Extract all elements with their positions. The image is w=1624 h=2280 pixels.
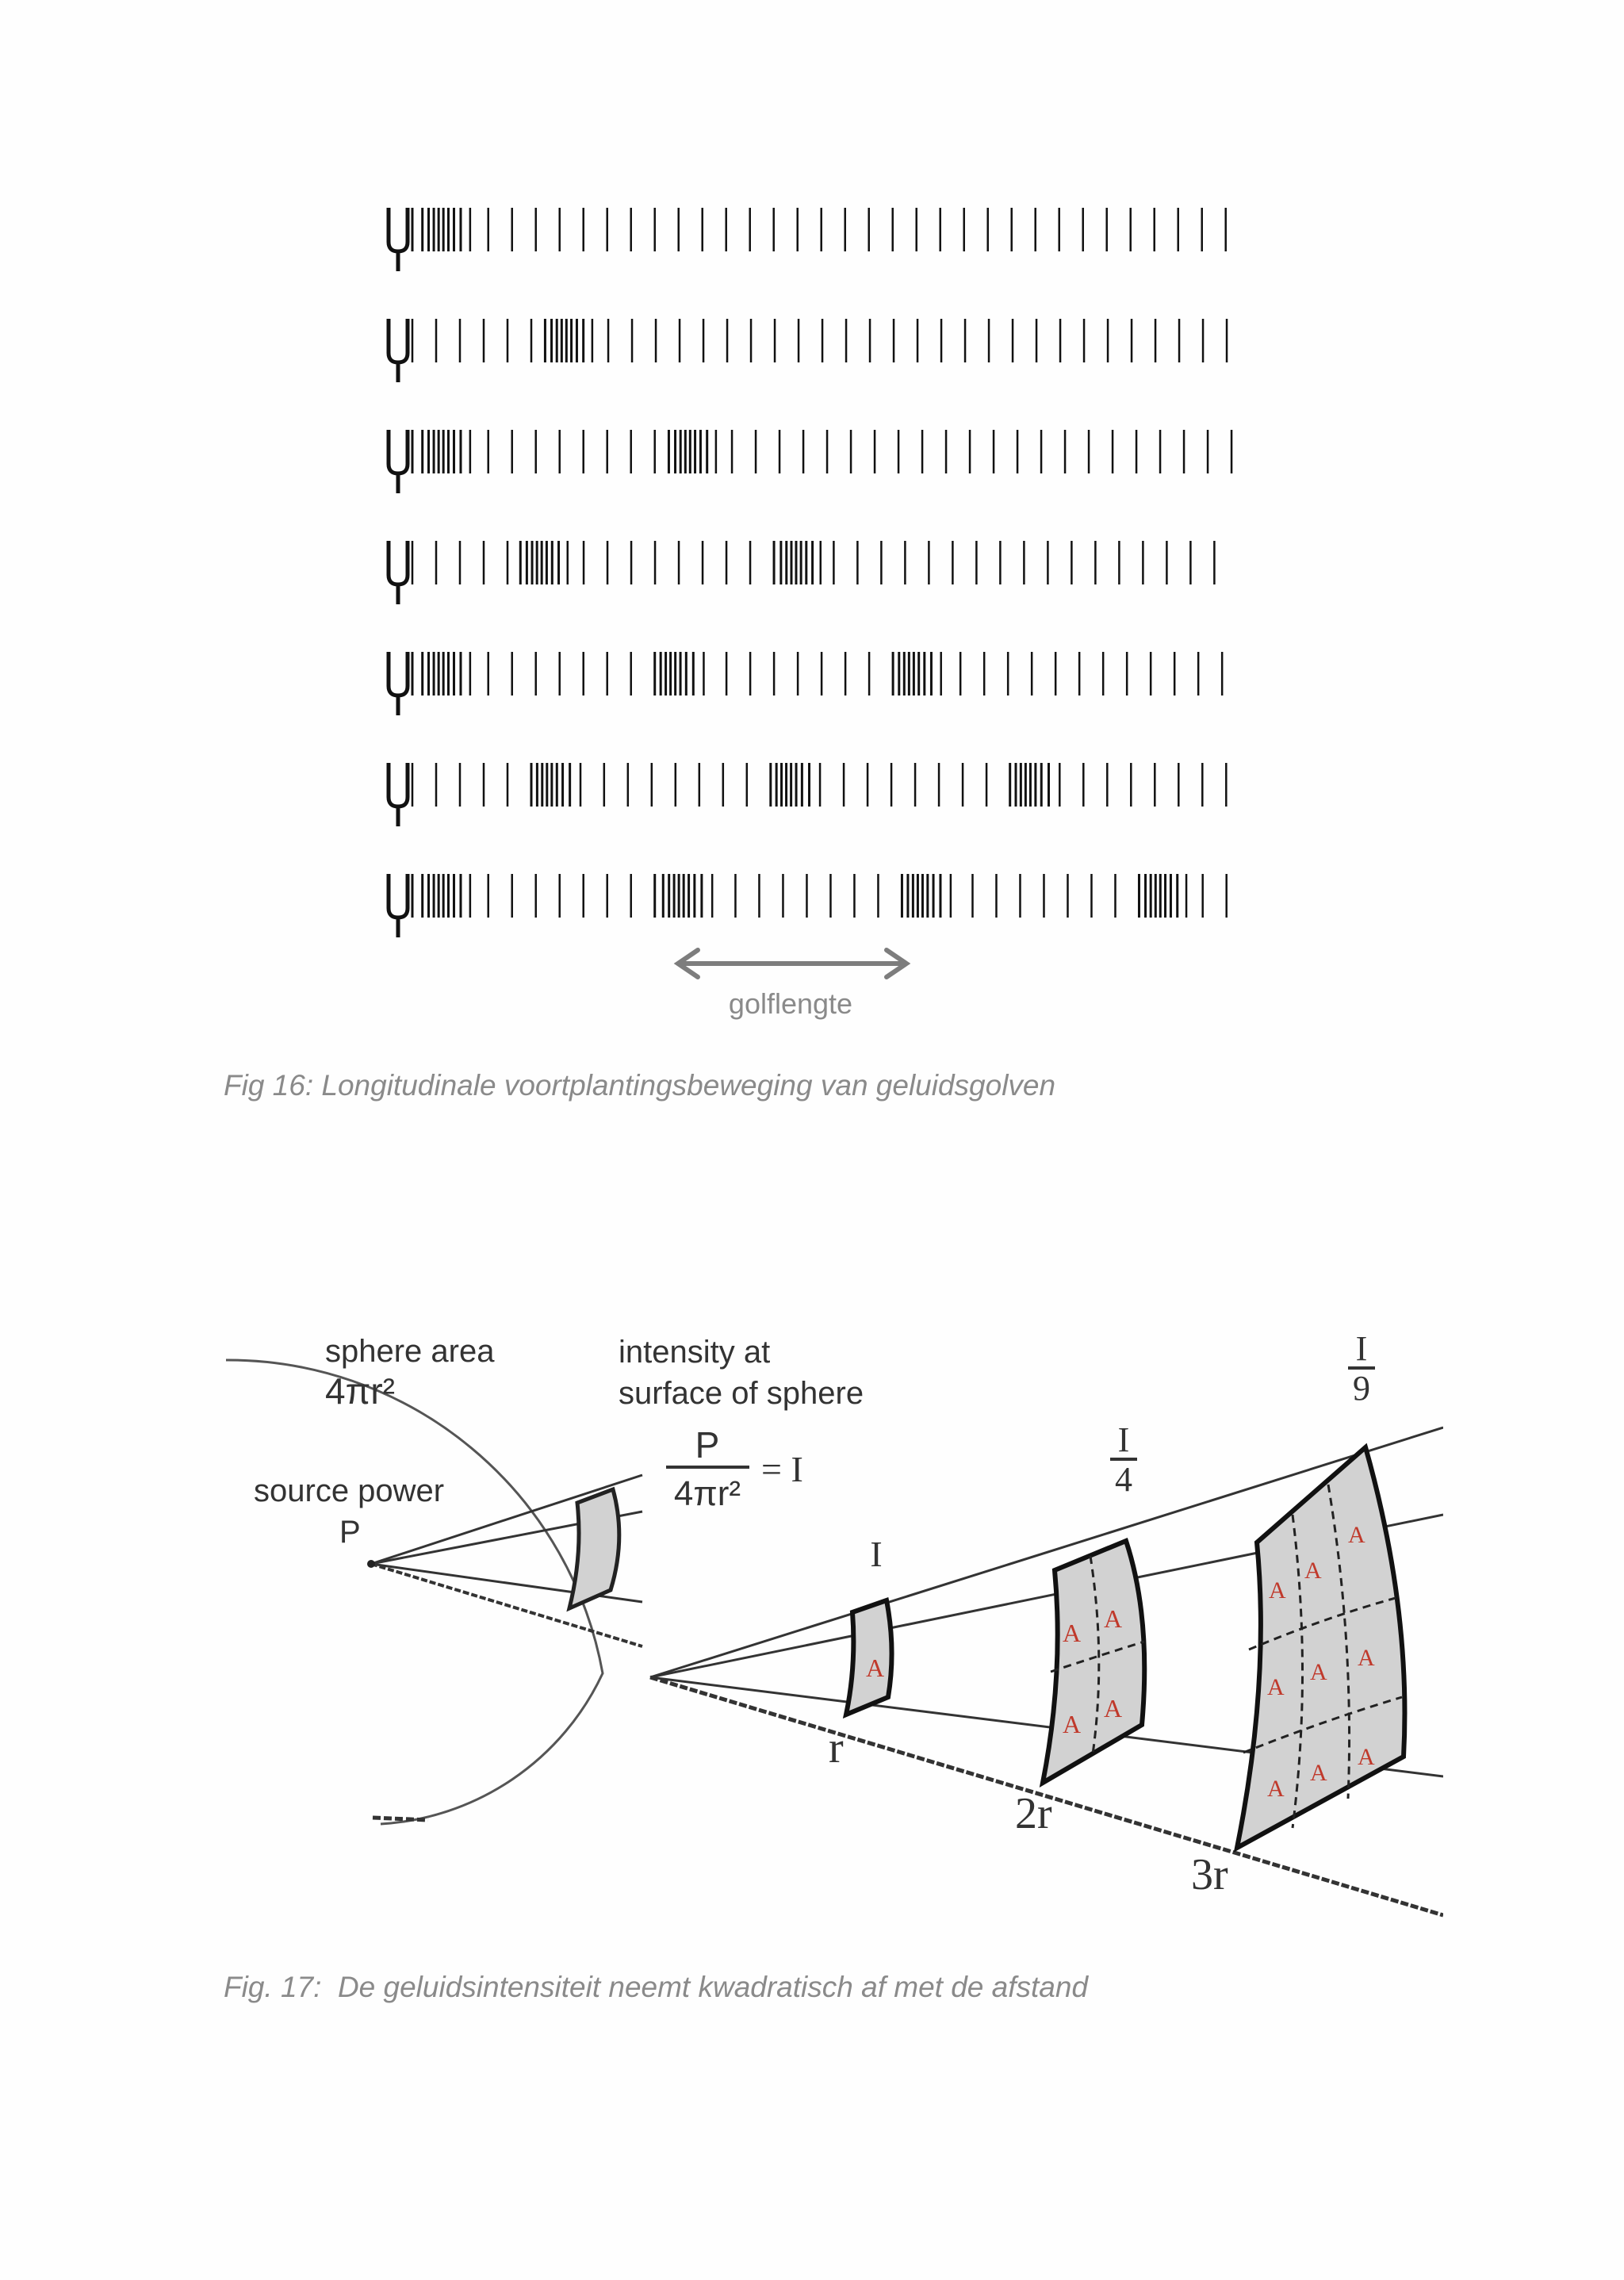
wave-row <box>389 763 1226 826</box>
sphere-bottom-edge <box>373 1818 428 1820</box>
fraction-denominator: 4πr² <box>673 1474 741 1513</box>
patch-area-label: A <box>1267 1776 1285 1802</box>
patch-area-label: A <box>1358 1744 1375 1770</box>
equals-intensity: = I <box>761 1449 803 1489</box>
patch-area-label: A <box>1348 1522 1365 1548</box>
intensity-3r-numerator: I <box>1355 1329 1368 1368</box>
wave-row <box>389 430 1231 493</box>
tuning-fork-icon <box>389 652 408 715</box>
patch-area-label: A <box>1269 1577 1286 1604</box>
distance-3r-label: 3r <box>1191 1850 1228 1899</box>
patch-area-label: A <box>1310 1659 1327 1685</box>
tuning-fork-icon <box>389 763 408 826</box>
wavelength-label: golflengte <box>728 987 853 1020</box>
intensity-2r-numerator: I <box>1117 1420 1130 1459</box>
tuning-fork-icon <box>389 874 408 937</box>
patch-area-label: A <box>1267 1674 1285 1700</box>
patch-r <box>846 1600 892 1715</box>
wave-row <box>389 874 1227 937</box>
figure-17-caption: Fig. 17: De geluidsintensiteit neemt kwadratisch af met de afstand <box>224 1971 1089 2003</box>
patch-2r <box>1043 1541 1144 1783</box>
patch-3r <box>1237 1447 1404 1848</box>
tuning-fork-icon <box>389 319 408 382</box>
sphere-area-label: sphere area <box>325 1334 495 1369</box>
tuning-fork-icon <box>389 208 408 271</box>
sphere-outline <box>226 1360 603 1824</box>
intensity-2r-denominator: 4 <box>1115 1460 1132 1499</box>
wave-row <box>389 541 1214 604</box>
inverse-square-diagram <box>222 1301 1443 1935</box>
distance-2r-label: 2r <box>1015 1789 1052 1838</box>
longitudinal-wave-diagram <box>381 190 1269 1031</box>
figure-16 <box>381 190 1269 1031</box>
sphere-area-formula: 4πr² <box>325 1370 395 1412</box>
wavelength-arrow <box>678 950 906 977</box>
figure-16-caption: Fig 16: Longitudinale voortplantingsbeweging van geluidsgolven <box>224 1069 1056 1102</box>
patch-area-label: A <box>866 1653 885 1682</box>
intensity-3r-denominator: 9 <box>1353 1369 1370 1408</box>
intensity-label-2: surface of sphere <box>619 1376 864 1411</box>
fraction-numerator: P <box>695 1424 720 1466</box>
tuning-fork-icon <box>389 541 408 604</box>
patch-area-label: A <box>1358 1645 1375 1671</box>
intensity-label-1: intensity at <box>619 1335 771 1370</box>
patch-area-label: A <box>1104 1694 1123 1722</box>
wave-row <box>389 208 1226 271</box>
patch-area-label: A <box>1063 1619 1082 1647</box>
source-point <box>367 1560 375 1568</box>
wave-row <box>389 319 1227 382</box>
patch-area-label: A <box>1304 1558 1322 1584</box>
sphere-patch <box>569 1489 619 1608</box>
source-point-label: P <box>339 1515 361 1550</box>
intensity-r-label: I <box>870 1534 883 1574</box>
source-power-label: source power <box>254 1473 445 1508</box>
figure-17 <box>222 1301 1443 1935</box>
distance-r-label: r <box>829 1723 844 1772</box>
patch-area-label: A <box>1310 1760 1327 1786</box>
tuning-fork-icon <box>389 430 408 493</box>
patch-area-label: A <box>1104 1604 1123 1633</box>
patch-area-label: A <box>1063 1710 1082 1738</box>
wave-row <box>389 652 1222 715</box>
